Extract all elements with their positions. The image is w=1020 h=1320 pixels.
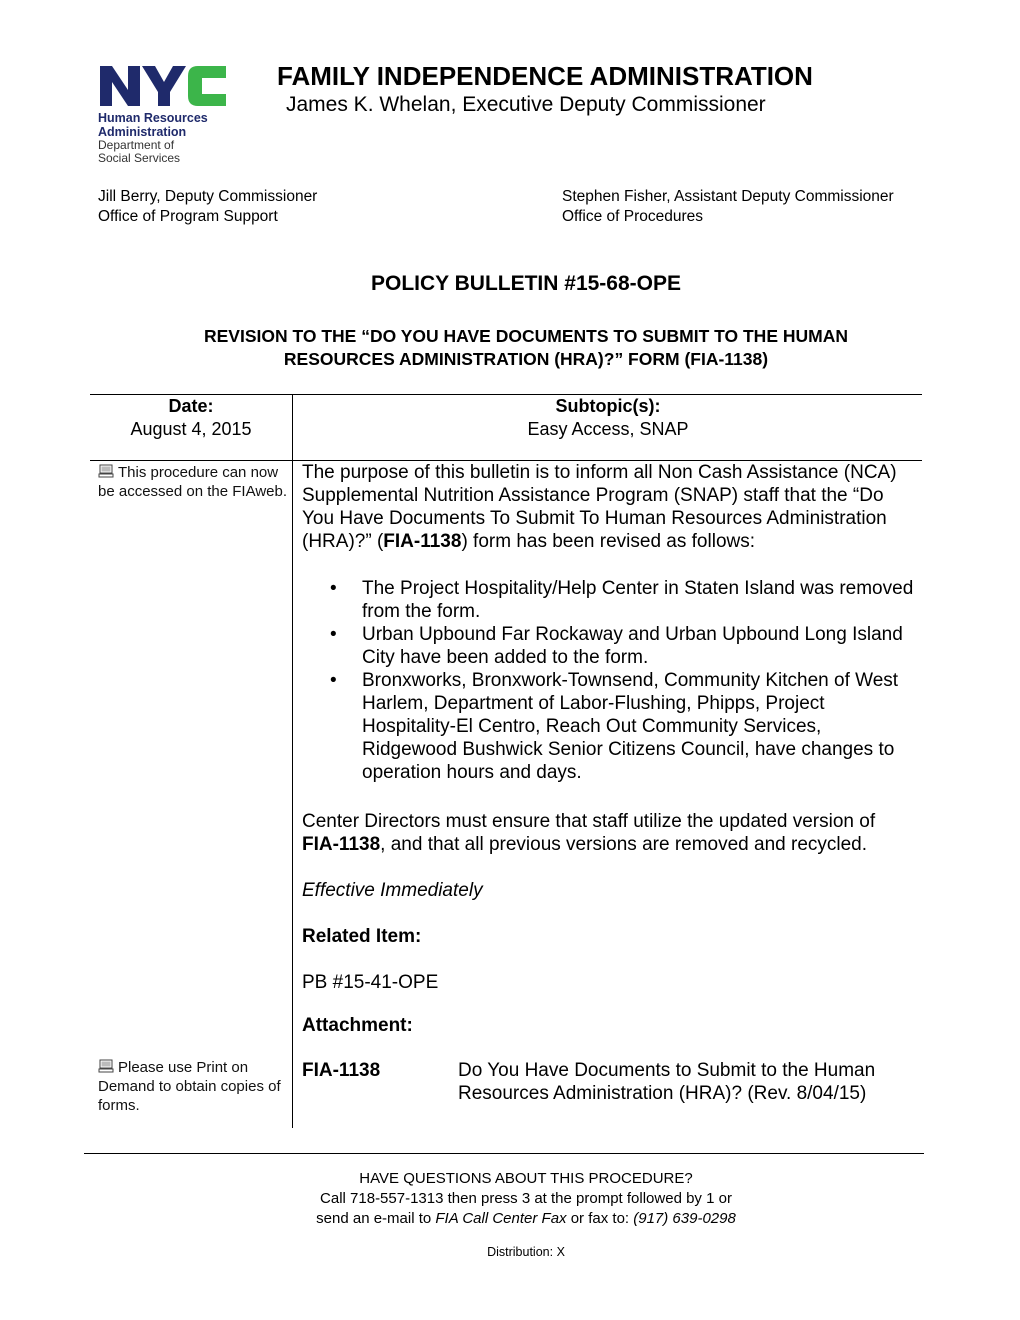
list-item-text: The Project Hospitality/Help Center in Staten Island was removed from the form.	[362, 578, 914, 622]
sidebar-note-2-text: Please use Print on Demand to obtain copies of forms.	[98, 1059, 281, 1114]
bulletin-subject	[90, 325, 962, 371]
nyc-letter-c	[188, 66, 226, 106]
logo-org-line-2: Administration	[98, 125, 187, 139]
nyc-logo-mark	[98, 64, 228, 108]
changes-list	[330, 577, 920, 784]
officer-left-name: Jill Berry, Deputy Commissioner	[98, 188, 318, 205]
subtopic-cell	[293, 395, 923, 441]
distribution-code: Distribution: X	[487, 1245, 565, 1259]
footer-email-prefix: send an e-mail to	[316, 1210, 436, 1227]
date-value: August 4, 2015	[130, 419, 252, 439]
sidebar-note-fiaweb	[98, 463, 288, 501]
computer-icon	[98, 1059, 114, 1073]
bulletin-subject-line-2: RESOURCES ADMINISTRATION (HRA)?” FORM (FIA-1138)	[283, 349, 769, 369]
footer-email-fax	[90, 1209, 962, 1229]
officer-left-office: Office of Program Support	[98, 208, 278, 225]
logo-dept-line-2: Social Services	[98, 151, 181, 165]
effective-date-note: Effective Immediately	[302, 880, 483, 901]
footer-fax-prefix: or fax to:	[566, 1210, 634, 1227]
list-item-text: Urban Upbound Far Rockaway and Urban Upbound Long Island City have been added to the form.	[362, 624, 903, 668]
date-label: Date:	[168, 396, 214, 416]
footer-phone: Call 718-557-1313 then press 3 at the prompt followed by 1 or	[320, 1190, 732, 1207]
subtopic-label: Subtopic(s):	[555, 396, 661, 416]
intro-part-1: The purpose of this bulletin is to inform all Non Cash Assistance (NCA) Supplemental Nutrition Assistance Program (SNAP) staff that the “Do You Have Documents To Submit To Human Resources Administration (HRA)?” (	[302, 462, 897, 552]
directive-part-2: , and that all previous versions are removed and recycled.	[380, 834, 868, 855]
computer-icon	[98, 464, 114, 478]
agency-subtitle: James K. Whelan, Executive Deputy Commissioner	[286, 93, 766, 116]
attachment-description: Do You Have Documents to Submit to the Human Resources Administration (HRA)? (Rev. 8/04/15)	[458, 1060, 876, 1104]
bulletin-subject-line-1: REVISION TO THE “DO YOU HAVE DOCUMENTS TO SUBMIT TO THE HUMAN	[204, 326, 848, 346]
intro-form-number: FIA-1138	[383, 531, 462, 552]
logo-dept-line-1: Department of	[98, 138, 175, 152]
bullet-glyph: •	[330, 578, 337, 599]
intro-paragraph	[302, 461, 917, 553]
bullet-glyph: •	[330, 670, 337, 691]
bulletin-title: POLICY BULLETIN #15-68-OPE	[370, 272, 682, 295]
officer-right-name: Stephen Fisher, Assistant Deputy Commissioner	[562, 188, 894, 205]
directive-form-number: FIA-1138	[302, 834, 381, 855]
attachment-label: Attachment:	[302, 1015, 413, 1036]
directive-paragraph	[302, 810, 917, 856]
officer-left	[98, 187, 317, 227]
table-column-divider	[292, 394, 293, 1128]
footer-question: HAVE QUESTIONS ABOUT THIS PROCEDURE?	[359, 1170, 693, 1187]
directive-part-1: Center Directors must ensure that staff utilize the updated version of	[302, 811, 876, 832]
sidebar-note-1-text: This procedure can now be accessed on the FIAweb.	[98, 464, 288, 500]
officer-right	[562, 187, 894, 227]
nyc-letter-n	[100, 66, 140, 106]
footer-email-target: FIA Call Center Fax	[435, 1210, 567, 1227]
footer-fax-number: (917) 639-0298	[633, 1210, 736, 1227]
logo-org-line-1: Human Resources	[98, 111, 208, 125]
nyc-letter-y	[142, 66, 186, 106]
footer-contact	[90, 1169, 962, 1229]
date-cell	[90, 395, 292, 441]
list-item	[330, 577, 920, 623]
related-item-value: PB #15-41-OPE	[302, 972, 439, 993]
sidebar-note-print-on-demand	[98, 1058, 288, 1115]
intro-part-2: ) form has been revised as follows:	[461, 531, 756, 552]
bullet-glyph: •	[330, 624, 337, 645]
list-item	[330, 623, 920, 669]
footer-rule	[84, 1153, 924, 1154]
hra-logo	[98, 64, 233, 165]
list-item	[330, 669, 920, 784]
list-item-text: Bronxworks, Bronxwork-Townsend, Community Kitchen of West Harlem, Department of Labor-Flushing, Phipps, Project Hospitality-El Centro, Reach Out Community Services, Ridgewood Bushwick Senior Citizens Council, have changes to operation hours and days.	[362, 670, 899, 783]
officer-right-office: Office of Procedures	[562, 208, 704, 225]
related-item-label: Related Item:	[302, 926, 422, 947]
subtopic-value: Easy Access, SNAP	[527, 419, 689, 439]
attachment-form-number: FIA-1138	[302, 1060, 381, 1081]
agency-title: FAMILY INDEPENDENCE ADMINISTRATION	[277, 61, 813, 91]
